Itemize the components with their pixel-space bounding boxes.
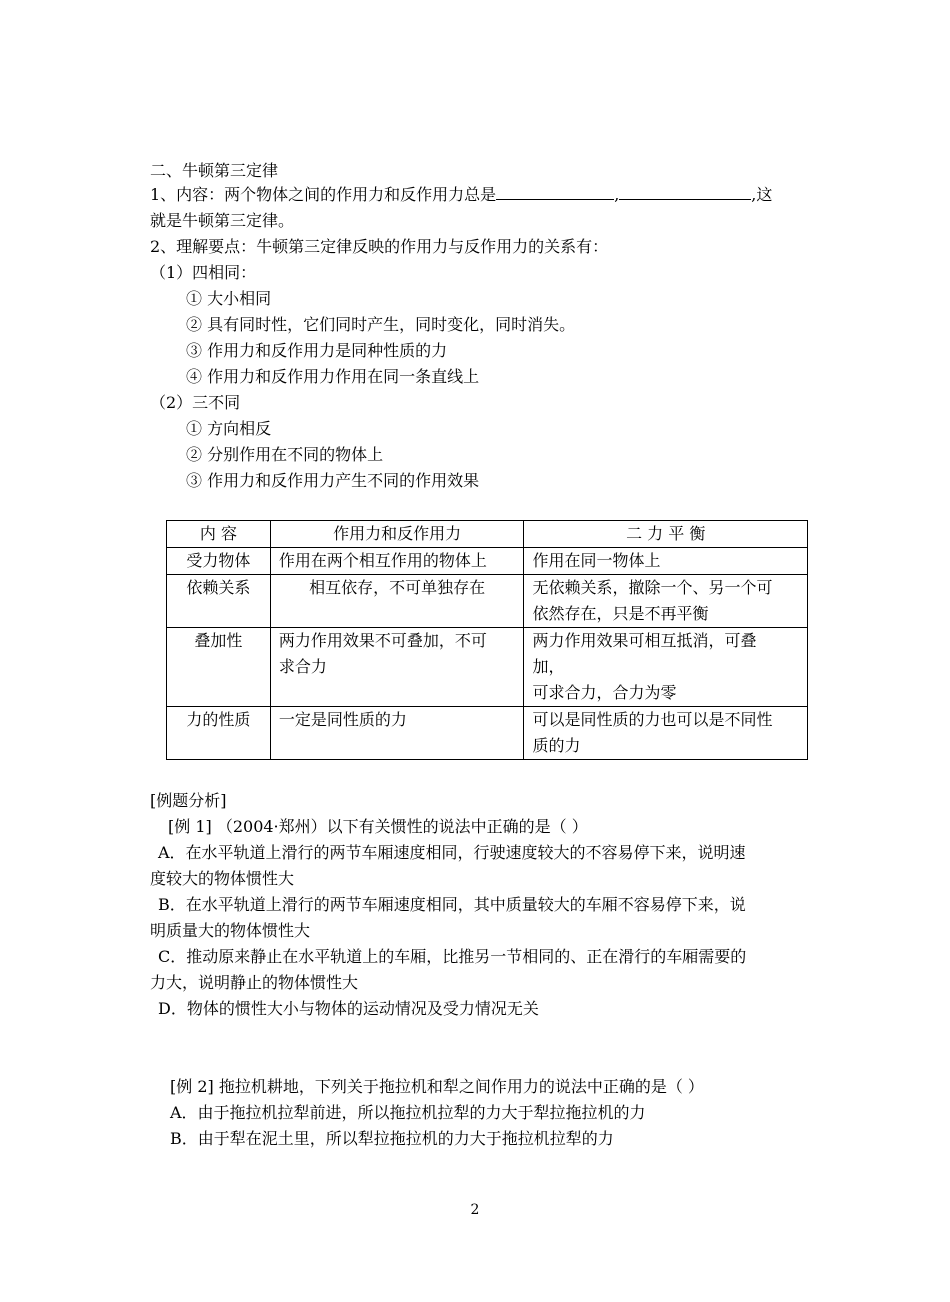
table-row-label: 受力物体 bbox=[167, 548, 271, 575]
table-row-label: 依赖关系 bbox=[167, 575, 271, 628]
examples-title: [例题分析] bbox=[150, 791, 227, 810]
three-diff-item: ① 方向相反 bbox=[186, 419, 272, 438]
three-diff-item: ③ 作用力和反作用力产生不同的作用效果 bbox=[186, 471, 480, 490]
four-same-item: ④ 作用力和反作用力作用在同一条直线上 bbox=[186, 367, 480, 386]
table-row bbox=[167, 707, 808, 760]
four-same-title: （1）四相同： bbox=[150, 263, 257, 282]
table-cell: 作用在同一物体上 bbox=[524, 548, 808, 575]
table-header-row bbox=[167, 521, 808, 548]
table-header-cell: 二 力 平 衡 bbox=[524, 521, 808, 548]
blank-separator: , bbox=[614, 185, 620, 204]
three-diff-item: ② 分别作用在不同的物体上 bbox=[186, 445, 384, 464]
example-1-option-line: 度较大的物体惯性大 bbox=[150, 869, 295, 888]
example-1-option-line: D．物体的惯性大小与物体的运动情况及受力情况无关 bbox=[158, 999, 539, 1018]
example-1-option-line: B．在水平轨道上滑行的两节车厢速度相同，其中质量较大的车厢不容易停下来，说 bbox=[158, 895, 746, 914]
table-cell: 可以是同性质的力也可以是不同性 质的力 bbox=[524, 707, 808, 760]
fill-blank-1[interactable] bbox=[496, 185, 614, 200]
table-row bbox=[167, 575, 808, 628]
table-cell: 作用在两个相互作用的物体上 bbox=[270, 548, 524, 575]
page-number: 2 bbox=[470, 1202, 480, 1218]
table-header-cell: 内 容 bbox=[167, 521, 271, 548]
table-header-cell: 作用力和反作用力 bbox=[270, 521, 524, 548]
example-2-stem: [例 2] 拖拉机耕地，下列关于拖拉机和犁之间作用力的说法中正确的是（ ） bbox=[170, 1077, 704, 1096]
table-cell: 无依赖关系，撤除一个、另一个可 依然存在，只是不再平衡 bbox=[524, 575, 808, 628]
example-2-option-line: A．由于拖拉机拉犁前进，所以拖拉机拉犁的力大于犁拉拖拉机的力 bbox=[170, 1103, 646, 1122]
example-1-option-line: 力大，说明静止的物体惯性大 bbox=[150, 973, 359, 992]
example-1-option-line: 明质量大的物体惯性大 bbox=[150, 921, 311, 940]
key-points-intro: 2、理解要点：牛顿第三定律反映的作用力与反作用力的关系有： bbox=[150, 237, 609, 256]
table-row-label: 叠加性 bbox=[167, 628, 271, 707]
table-row-label: 力的性质 bbox=[167, 707, 271, 760]
law-content-continuation: 就是牛顿第三定律。 bbox=[150, 211, 295, 230]
fill-blank-2[interactable] bbox=[619, 185, 751, 200]
example-1-option-line: C．推动原来静止在水平轨道上的车厢，比推另一节相同的、正在滑行的车厢需要的 bbox=[158, 947, 747, 966]
section-heading: 二、牛顿第三定律 bbox=[150, 161, 279, 180]
four-same-item: ③ 作用力和反作用力是同种性质的力 bbox=[186, 341, 448, 360]
four-same-item: ② 具有同时性，它们同时产生，同时变化，同时消失。 bbox=[186, 315, 576, 334]
example-1-option-line: A．在水平轨道上滑行的两节车厢速度相同，行驶速度较大的不容易停下来，说明速 bbox=[158, 843, 746, 862]
three-diff-title: （2）三不同 bbox=[150, 393, 241, 412]
table-row bbox=[167, 548, 808, 575]
law-content-line bbox=[150, 184, 772, 206]
table-row bbox=[167, 628, 808, 707]
table-cell: 两力作用效果不可叠加，不可 求合力 bbox=[270, 628, 524, 707]
table-cell: 一定是同性质的力 bbox=[270, 707, 524, 760]
law-content-prefix: 1、内容：两个物体之间的作用力和反作用力总是 bbox=[150, 185, 497, 204]
example-1-stem: [例 1] （2004·郑州）以下有关惯性的说法中正确的是（ ） bbox=[168, 817, 588, 836]
comparison-table bbox=[166, 520, 808, 760]
example-2-option-line: B．由于犁在泥土里，所以犁拉拖拉机的力大于拖拉机拉犁的力 bbox=[170, 1129, 614, 1148]
table-cell: 相互依存，不可单独存在 bbox=[270, 575, 524, 628]
table-cell: 两力作用效果可相互抵消，可叠 加， 可求合力，合力为零 bbox=[524, 628, 808, 707]
four-same-item: ① 大小相同 bbox=[186, 289, 272, 308]
law-content-suffix: ,这 bbox=[751, 185, 773, 204]
